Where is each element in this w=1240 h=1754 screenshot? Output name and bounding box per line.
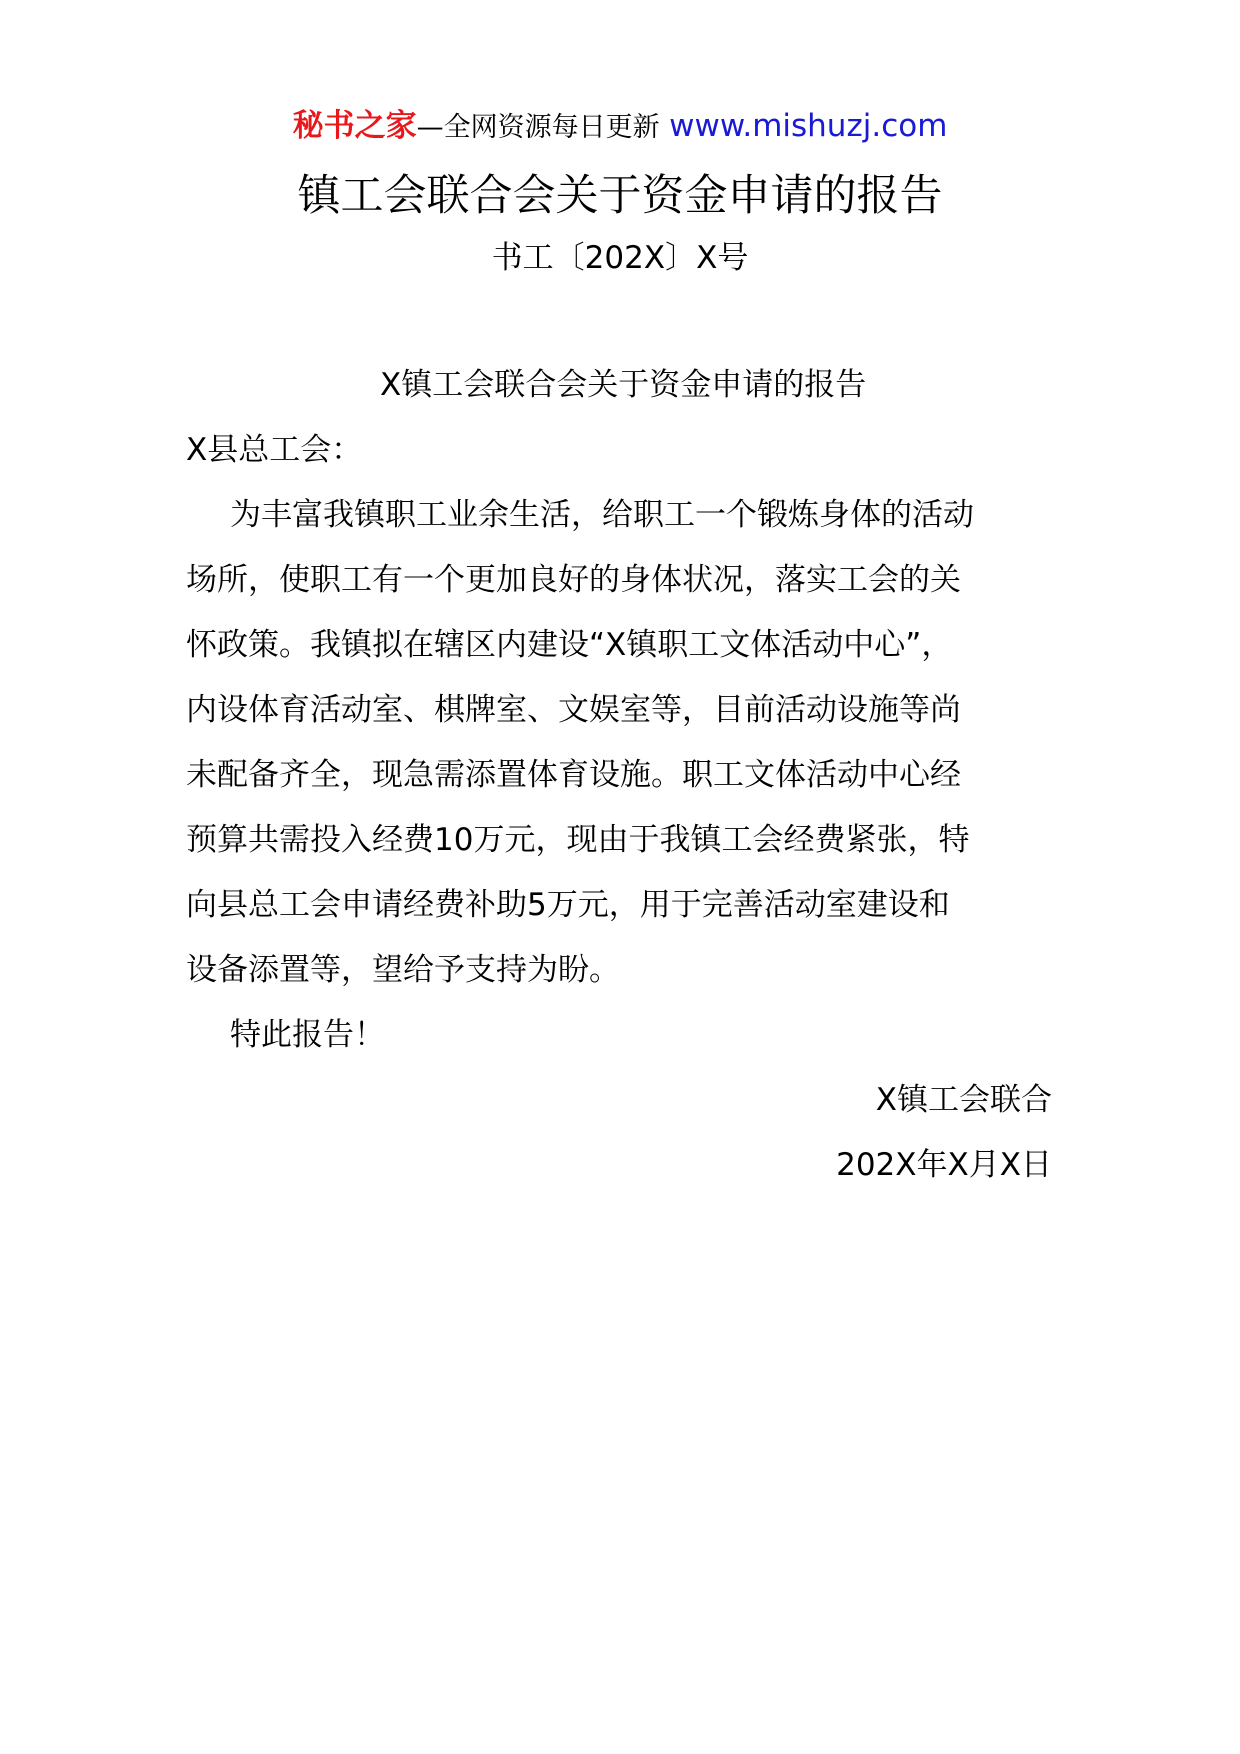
closing-remark: 特此报告！ — [230, 1017, 385, 1053]
banner-tagline: —全网资源每日更新 — [416, 112, 660, 143]
paragraph-line: 场所，使职工有一个更加良好的身体状况，落实工会的关 — [186, 562, 961, 598]
paragraph-line: 未配备齐全，现急需添置体育设施。职工文体活动中心经 — [186, 757, 961, 793]
signature: X镇工会联合 — [875, 1082, 1052, 1118]
page-title: 镇工会联合会关于资金申请的报告 — [297, 171, 943, 221]
salutation: X县总工会： — [186, 432, 363, 468]
paragraph-line: 为丰富我镇职工业余生活，给职工一个锻炼身体的活动 — [230, 497, 974, 533]
paragraph-line: 内设体育活动室、棋牌室、文娱室等，目前活动设施等尚 — [186, 692, 961, 728]
brand-name: 秘书之家 — [292, 108, 417, 144]
document-number: 书工〔202X〕X号 — [491, 240, 749, 276]
document-date: 202X年X月X日 — [836, 1147, 1052, 1183]
paragraph-line: 设备添置等，望给予支持为盼。 — [186, 952, 620, 988]
paragraph-line: 预算共需投入经费10万元，现由于我镇工会经费紧张，特 — [186, 822, 970, 858]
paragraph-line: 怀政策。我镇拟在辖区内建设“X镇职工文体活动中心”， — [186, 627, 953, 663]
report-title: X镇工会联合会关于资金申请的报告 — [380, 367, 867, 403]
paragraph-line: 向县总工会申请经费补助5万元，用于完善活动室建设和 — [186, 887, 950, 923]
site-url-link[interactable]: www.mishuzj.com — [669, 108, 948, 144]
site-banner — [0, 104, 1240, 150]
